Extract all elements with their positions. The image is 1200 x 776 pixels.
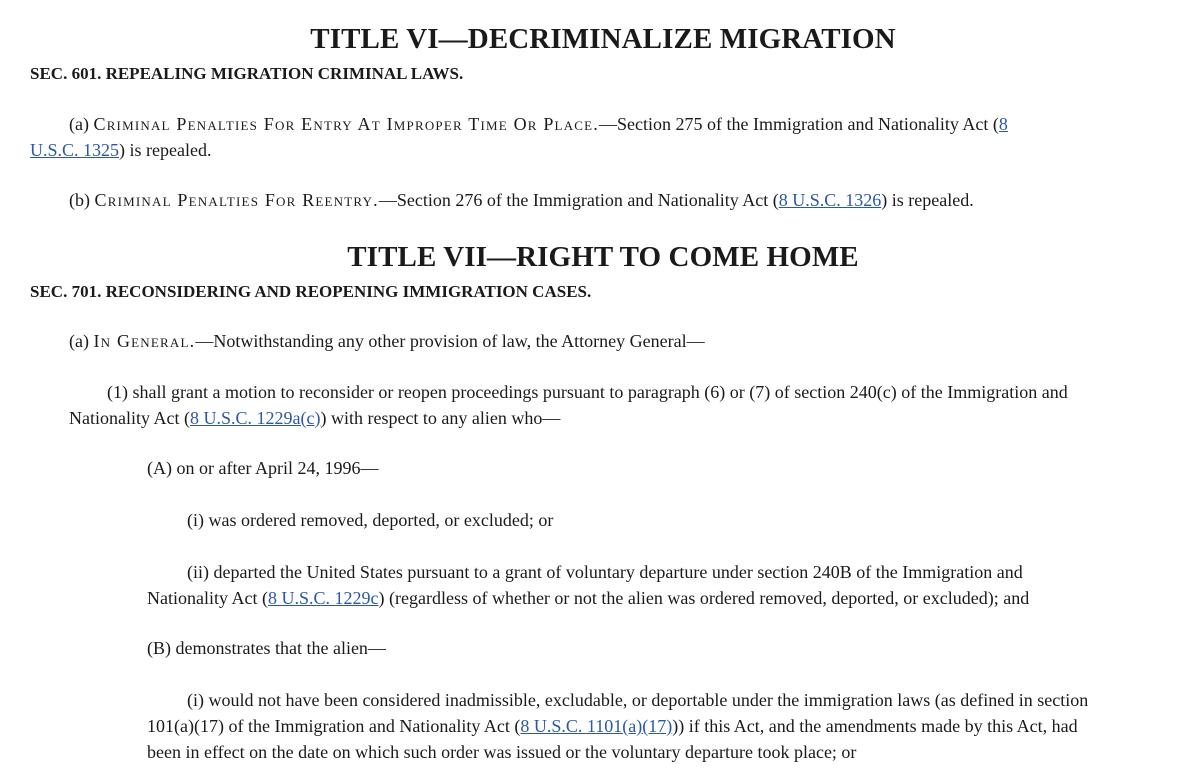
sec-701-A: (A) on or after April 24, 1996— bbox=[147, 458, 379, 478]
paragraph-caption: Criminal Penalties For Entry At Improper Time Or Place. bbox=[93, 114, 599, 134]
usc-1229a-link[interactable]: 8 U.S.C. 1229a(c) bbox=[189, 408, 321, 428]
sec-701-A-ii-line2 bbox=[147, 585, 1029, 611]
sec-701-heading: SEC. 701. RECONSIDERING AND REOPENING IMMIGRATION CASES. bbox=[30, 282, 592, 301]
paragraph-text: —Section 275 of the Immigration and Nationality Act ( bbox=[599, 114, 999, 134]
sec-701-B-i-line1: (i) would not have been considered inadmissible, excludable, or deportable under the immigration laws (as defined in section bbox=[187, 690, 1089, 710]
paragraph-text: ) (regardless of whether or not the alien was ordered removed, deported, or excluded); and bbox=[378, 588, 1030, 608]
paragraph-text: Nationality Act ( bbox=[147, 588, 268, 608]
paragraph-text: —Section 276 of the Immigration and Nationality Act ( bbox=[378, 190, 779, 210]
paragraph-text: ) is repealed. bbox=[119, 140, 212, 160]
paragraph-label: (a) bbox=[69, 331, 94, 351]
usc-1101-link[interactable]: 8 U.S.C. 1101(a)(17) bbox=[520, 716, 673, 736]
sec-701-A-ii-line1: (ii) departed the United States pursuant to a grant of voluntary departure under section 240B of the Immigration and bbox=[187, 562, 1023, 582]
paragraph-label: (a) bbox=[69, 114, 94, 134]
sec-601-b bbox=[69, 187, 974, 213]
sec-701-B-i-line3: been in effect on the date on which such order was issued or the voluntary departure took place; or bbox=[147, 742, 857, 762]
sec-601-a-line1 bbox=[69, 111, 1008, 137]
usc-1325-link[interactable]: 8 bbox=[998, 114, 1008, 134]
title-vii-heading: TITLE VII—RIGHT TO COME HOME bbox=[347, 241, 859, 273]
title-vi-heading: TITLE VI—DECRIMINALIZE MIGRATION bbox=[310, 23, 896, 55]
paragraph-caption: In General. bbox=[93, 331, 196, 351]
paragraph-text: ) is repealed. bbox=[881, 190, 974, 210]
paragraph-text: —Notwithstanding any other provision of law, the Attorney General— bbox=[195, 331, 705, 351]
paragraph-text: ) with respect to any alien who— bbox=[320, 408, 561, 428]
paragraph-text: Nationality Act ( bbox=[69, 408, 190, 428]
sec-701-1-line1: (1) shall grant a motion to reconsider or reopen proceedings pursuant to paragraph (6) or (7) of section 240(c) of the Immigration and bbox=[107, 382, 1068, 402]
paragraph-text: 101(a)(17) of the Immigration and Nationality Act ( bbox=[147, 716, 521, 736]
sec-701-1-line2 bbox=[69, 405, 560, 431]
paragraph-label: (b) bbox=[69, 190, 95, 210]
sec-701-B-i-line2 bbox=[147, 713, 1078, 739]
sec-701-B: (B) demonstrates that the alien— bbox=[147, 638, 386, 658]
sec-601-heading: SEC. 601. REPEALING MIGRATION CRIMINAL LAWS. bbox=[30, 64, 464, 83]
paragraph-text: )) if this Act, and the amendments made by this Act, had bbox=[672, 716, 1078, 736]
usc-1229c-link[interactable]: 8 U.S.C. 1229c bbox=[267, 588, 379, 608]
paragraph-caption: Criminal Penalties For Reentry. bbox=[94, 190, 379, 210]
usc-1325-link-cont[interactable]: U.S.C. 1325 bbox=[30, 140, 120, 160]
sec-701-A-i: (i) was ordered removed, deported, or excluded; or bbox=[187, 510, 554, 530]
sec-601-a-line2 bbox=[30, 137, 211, 163]
sec-701-a bbox=[69, 328, 705, 354]
usc-1326-link[interactable]: 8 U.S.C. 1326 bbox=[778, 190, 882, 210]
